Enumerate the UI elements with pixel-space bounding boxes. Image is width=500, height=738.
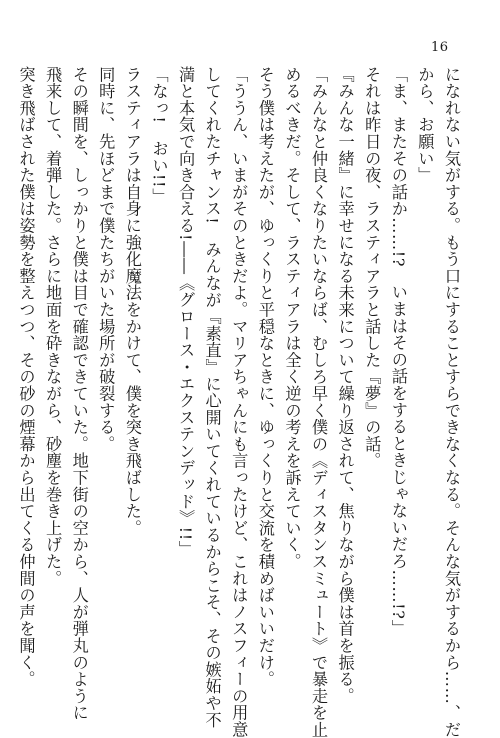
page-number: 16 [431,40,449,55]
text-line: 『みんな一緒』に幸せになる未来について繰り返されて、焦りながら僕は首を振る。 [335,66,355,705]
text-line: になれない気がする。もう口にすることすらできなくなる。そんな気がするから……、だ [442,66,461,738]
text-line: 飛来して、着弾した。さらに地面を砕きながら、砂塵を巻き上げた。 [43,66,63,587]
text-line: 満と本気で向き合える!――《グロース・エクステンデッド》!!」 [176,66,196,558]
text-line: 「ま、またその話か……!? いまはその話をするときじゃないだろ……!?」 [388,66,408,637]
text-line: そう僕は考えたが、ゆっくりと平穏なときに、ゆっくりと交流を積めばいいだけ。 [255,66,275,688]
body-text [16,66,464,738]
text-line: その瞬間を、しっかりと僕は目で確認できていた。地下街の空から、人が弾丸のように [69,66,89,722]
text-line: めるべきだ。そして、ラスティアラは全く逆の考えを訴えていく。 [282,66,302,570]
text-line: 「なっ! おい!!」 [149,66,169,205]
text-line: してくれたチャンス! みんなが『素直』に心開いてくれているからこそ、その嫉妬や不 [202,66,222,729]
text-line: それは昨日の夜、ラスティアラと話した『夢』の話。 [362,66,382,470]
text-line: 「ううん、いまがそのときだよ。マリアちゃんにも言ったけど、これはノスフィーの用意 [229,66,249,738]
text-line: 「みんなと仲良くなりたいならば、むしろ早く僕の《ディスタンスミュート》で暴走を止 [309,66,329,738]
text-line: から、お願い」 [415,66,435,184]
text-line: 突き飛ばされた僕は姿勢を整えつつ、その砂の煙幕から出てくる仲間の声を聞く。 [16,66,36,688]
text-line: ラスティアラは自身に強化魔法をかけて、僕を突き飛ばした。 [122,66,142,537]
text-line: 同時に、先ほどまで僕たちがいた場所が破裂する。 [96,66,116,453]
